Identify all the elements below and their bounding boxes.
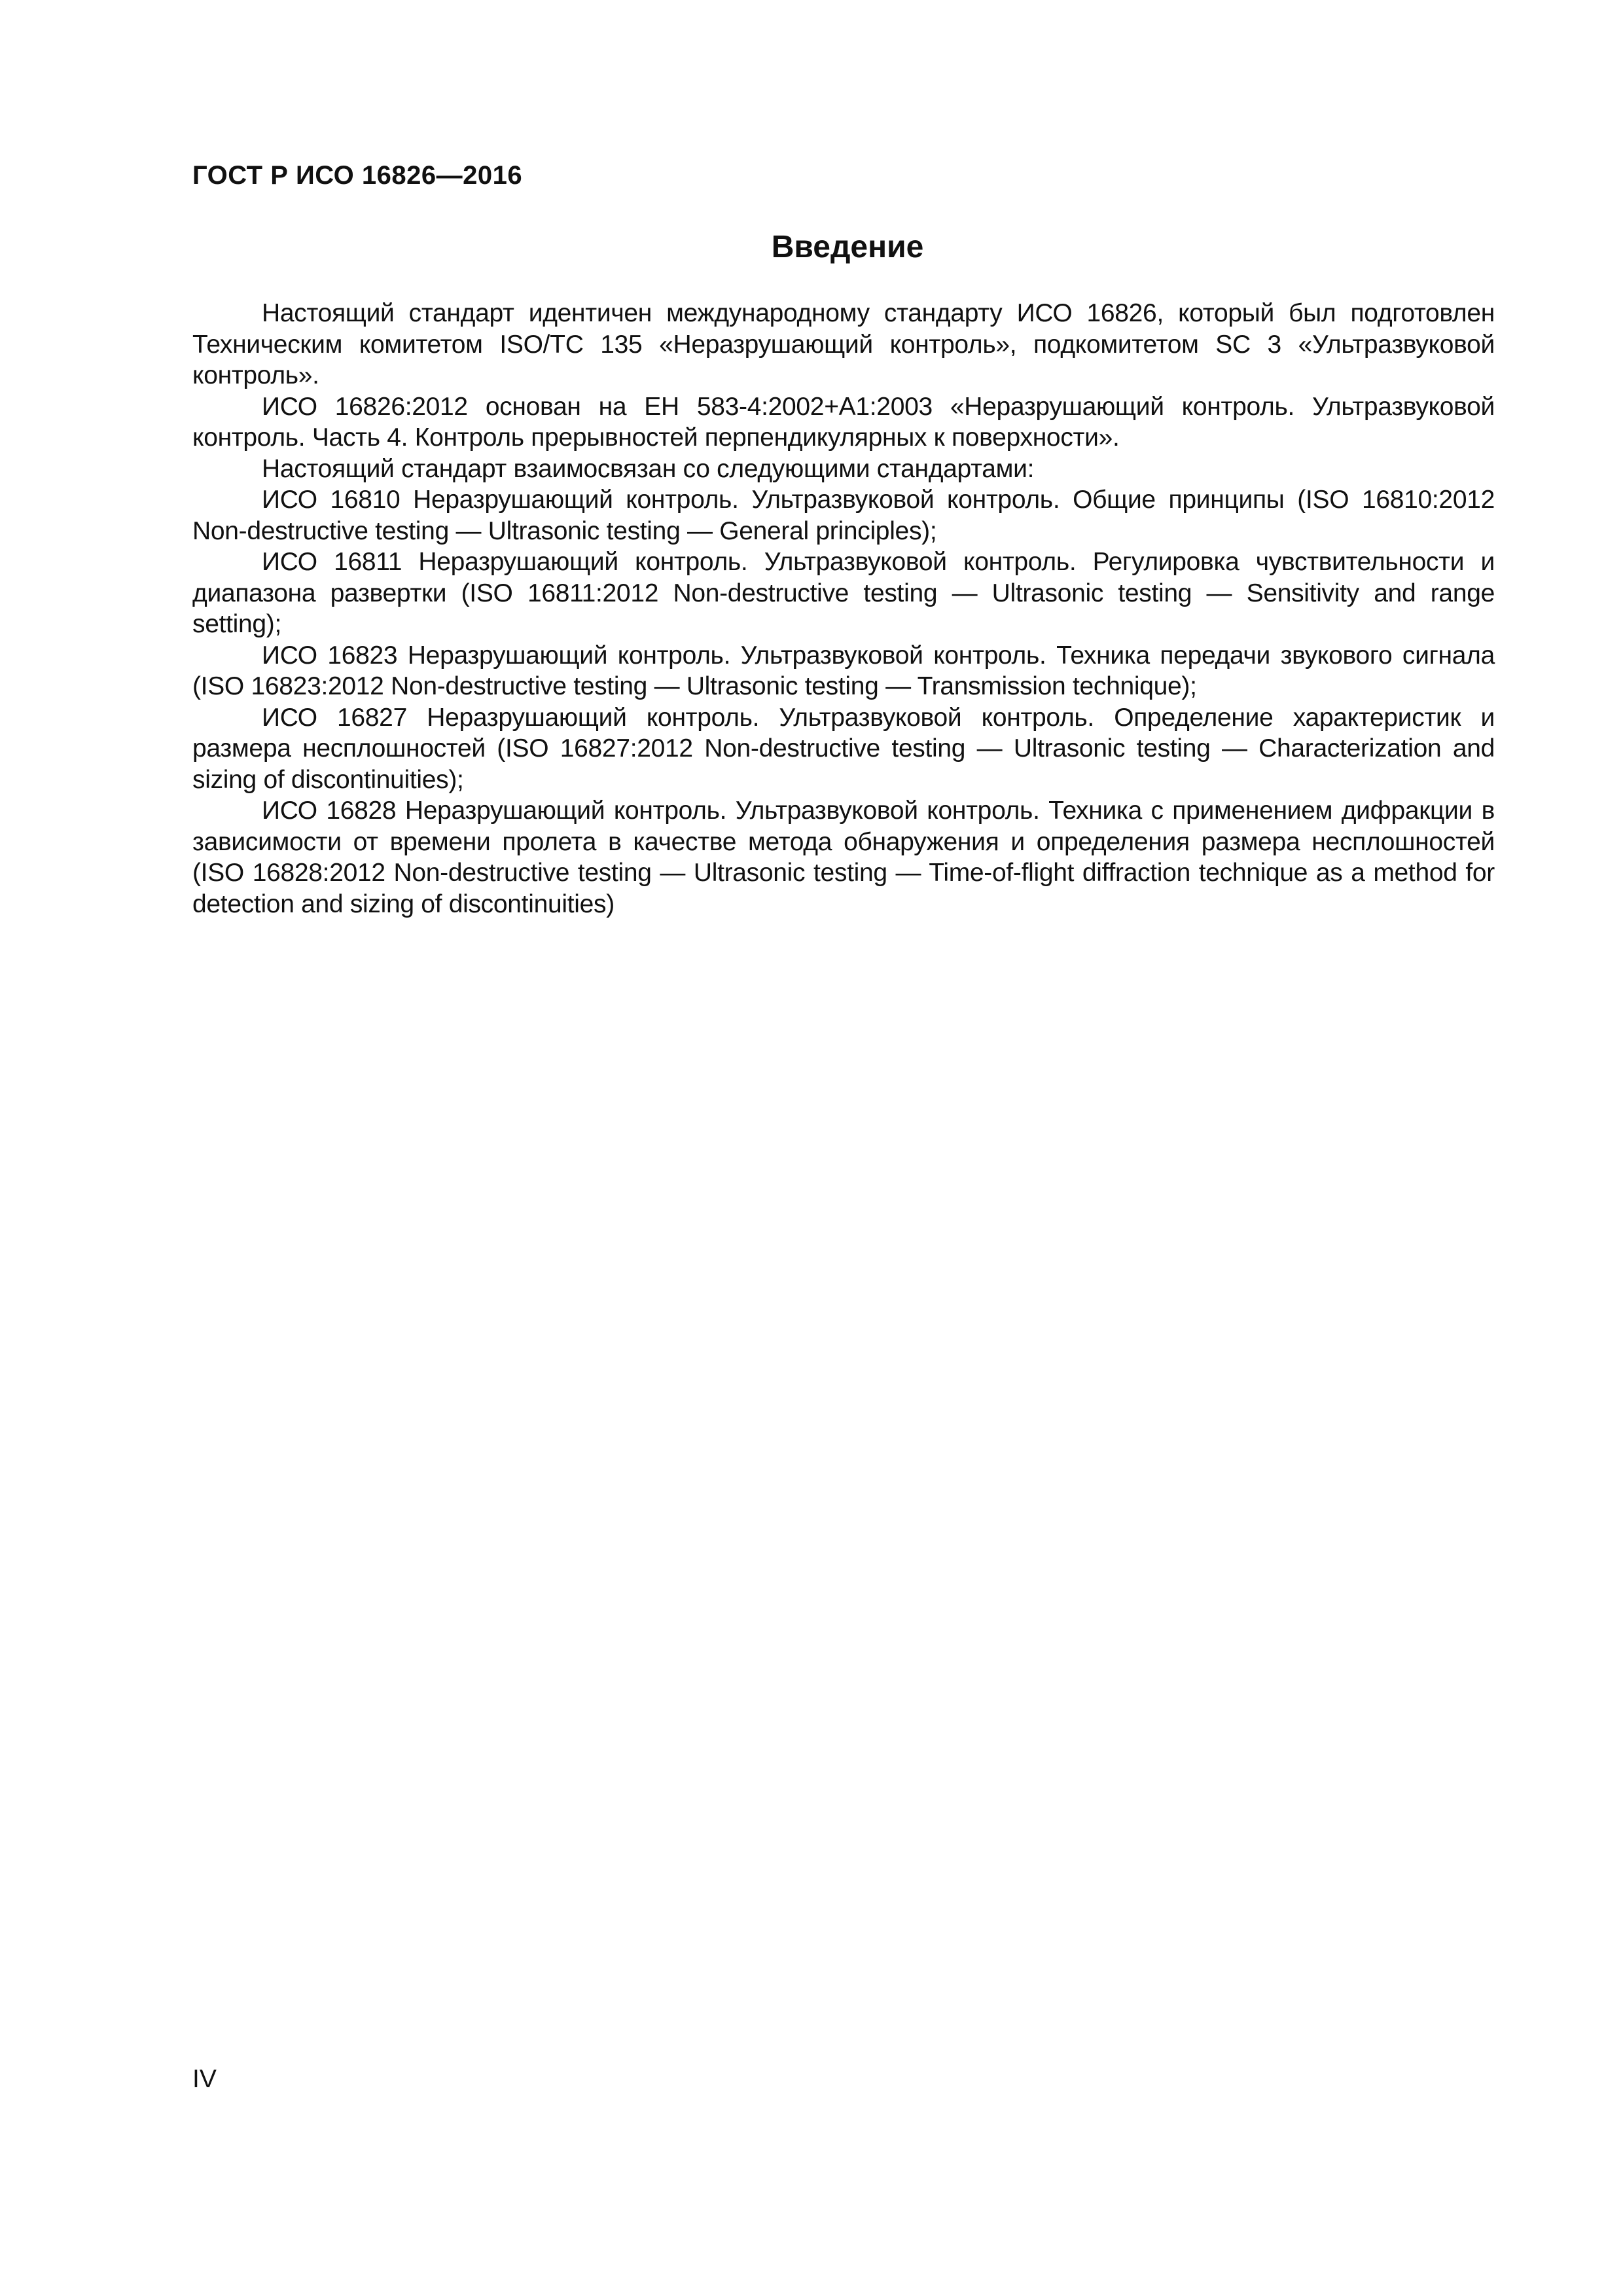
paragraph-iso-16827: ИСО 16827 Неразрушающий контроль. Ультразвуковой контроль. Определение характеристик и размера несплошностей (ISO 16827:2012 Non-destructive testing — Ultrasonic testing — Characterization and sizing of discontinuities);	[192, 703, 1495, 794]
paragraph-iso-16823: ИСО 16823 Неразрушающий контроль. Ультразвуковой контроль. Техника передачи звукового сигнала (ISO 16823:2012 Non-destructive testing — Ultrasonic testing — Transmission technique);	[192, 641, 1495, 700]
section-title: Введение	[771, 230, 924, 264]
paragraph-iso-16810: ИСО 16810 Неразрушающий контроль. Ультразвуковой контроль. Общие принципы (ISO 16810:2012 Non-destructive testing — Ultrasonic testing — General principles);	[192, 486, 1495, 545]
document-designation: ГОСТ Р ИСО 16826—2016	[192, 161, 523, 190]
paragraph-basis: ИСО 16826:2012 основан на ЕН 583-4:2002+А1:2003 «Неразрушающий контроль. Ультразвуковой контроль. Часть 4. Контроль прерывностей перпендикулярных к поверхности».	[192, 392, 1495, 452]
introduction-body	[192, 298, 1495, 920]
paragraph-identity: Настоящий стандарт идентичен международному стандарту ИСО 16826, который был подготовлен Техническим комитетом ISO/TC 135 «Неразрушающий контроль», подкомитетом SC 3 «Ультразвуковой контроль».	[192, 299, 1495, 389]
paragraph-iso-16811: ИСО 16811 Неразрушающий контроль. Ультразвуковой контроль. Регулировка чувствительности и диапазона развертки (ISO 16811:2012 Non-destructive testing — Ultrasonic testing — Sensitivity and range setting);	[192, 548, 1495, 638]
paragraph-related-intro: Настоящий стандарт взаимосвязан со следующими стандартами:	[262, 454, 1035, 483]
paragraph-iso-16828: ИСО 16828 Неразрушающий контроль. Ультразвуковой контроль. Техника с применением дифракции в зависимости от времени пролета в качестве метода обнаружения и определения размера несплошностей (ISO 16828:2012 Non-destructive testing — Ultrasonic testing — Time-of-flight diffraction technique as a method for detection and sizing of discontinuities)	[192, 797, 1495, 918]
page-number: IV	[192, 2065, 217, 2093]
